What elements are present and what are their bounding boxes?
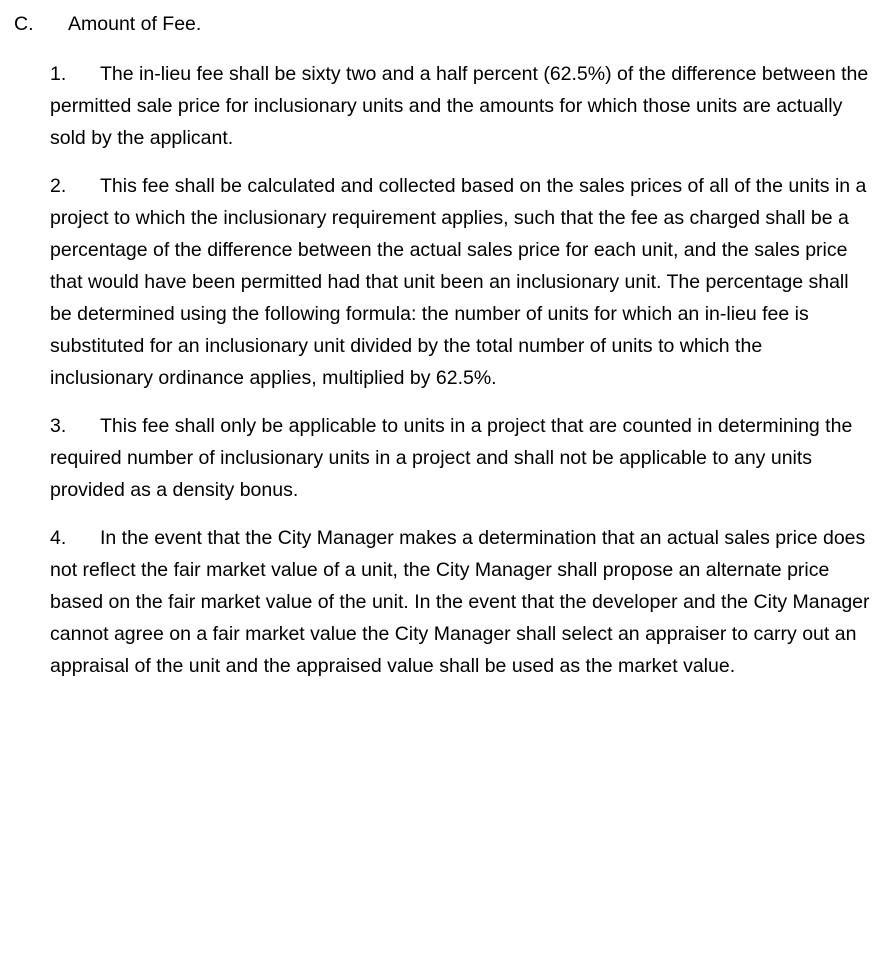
- paragraph-text: This fee shall only be applicable to units in a project that are counted in determining the required number of inclusionary units in a project and shall not be applicable to any units provided as a density bonus.: [50, 415, 853, 501]
- paragraph-number: 2.: [50, 175, 67, 197]
- paragraph: [50, 170, 870, 394]
- section-heading: [14, 8, 870, 40]
- paragraph-number: 3.: [50, 415, 67, 437]
- paragraph-text: In the event that the City Manager makes a determination that an actual sales price does not reflect the fair market value of a unit, the City Manager shall propose an alternate price based on the fair market value of the unit. In the event that the developer and the City Manager cannot agree on a fair market value the City Manager shall select an appraiser to carry out an appraisal of the unit and the appraised value shall be used as the market value.: [50, 527, 870, 677]
- paragraph-list: [50, 58, 870, 682]
- paragraph-number: 1.: [50, 63, 67, 85]
- paragraph: [50, 522, 870, 682]
- paragraph-text: This fee shall be calculated and collected based on the sales prices of all of the units in a project to which the inclusionary requirement applies, such that the fee as charged shall be a percentage of the difference between the actual sales price for each unit, and the sales price that would have been permitted had that unit been an inclusionary unit. The percentage shall be determined using the following formula: the number of units for which an in-lieu fee is substituted for an inclusionary unit divided by the total number of units to which the inclusionary ordinance applies, multiplied by 62.5%.: [50, 175, 867, 389]
- section-label: C.: [14, 13, 34, 35]
- paragraph: [50, 58, 870, 154]
- paragraph-number: 4.: [50, 527, 67, 549]
- section-title: Amount of Fee.: [68, 13, 202, 35]
- paragraph: [50, 410, 870, 506]
- paragraph-text: The in-lieu fee shall be sixty two and a half percent (62.5%) of the difference between the permitted sale price for inclusionary units and the amounts for which those units are actually sold by the applicant.: [50, 63, 869, 149]
